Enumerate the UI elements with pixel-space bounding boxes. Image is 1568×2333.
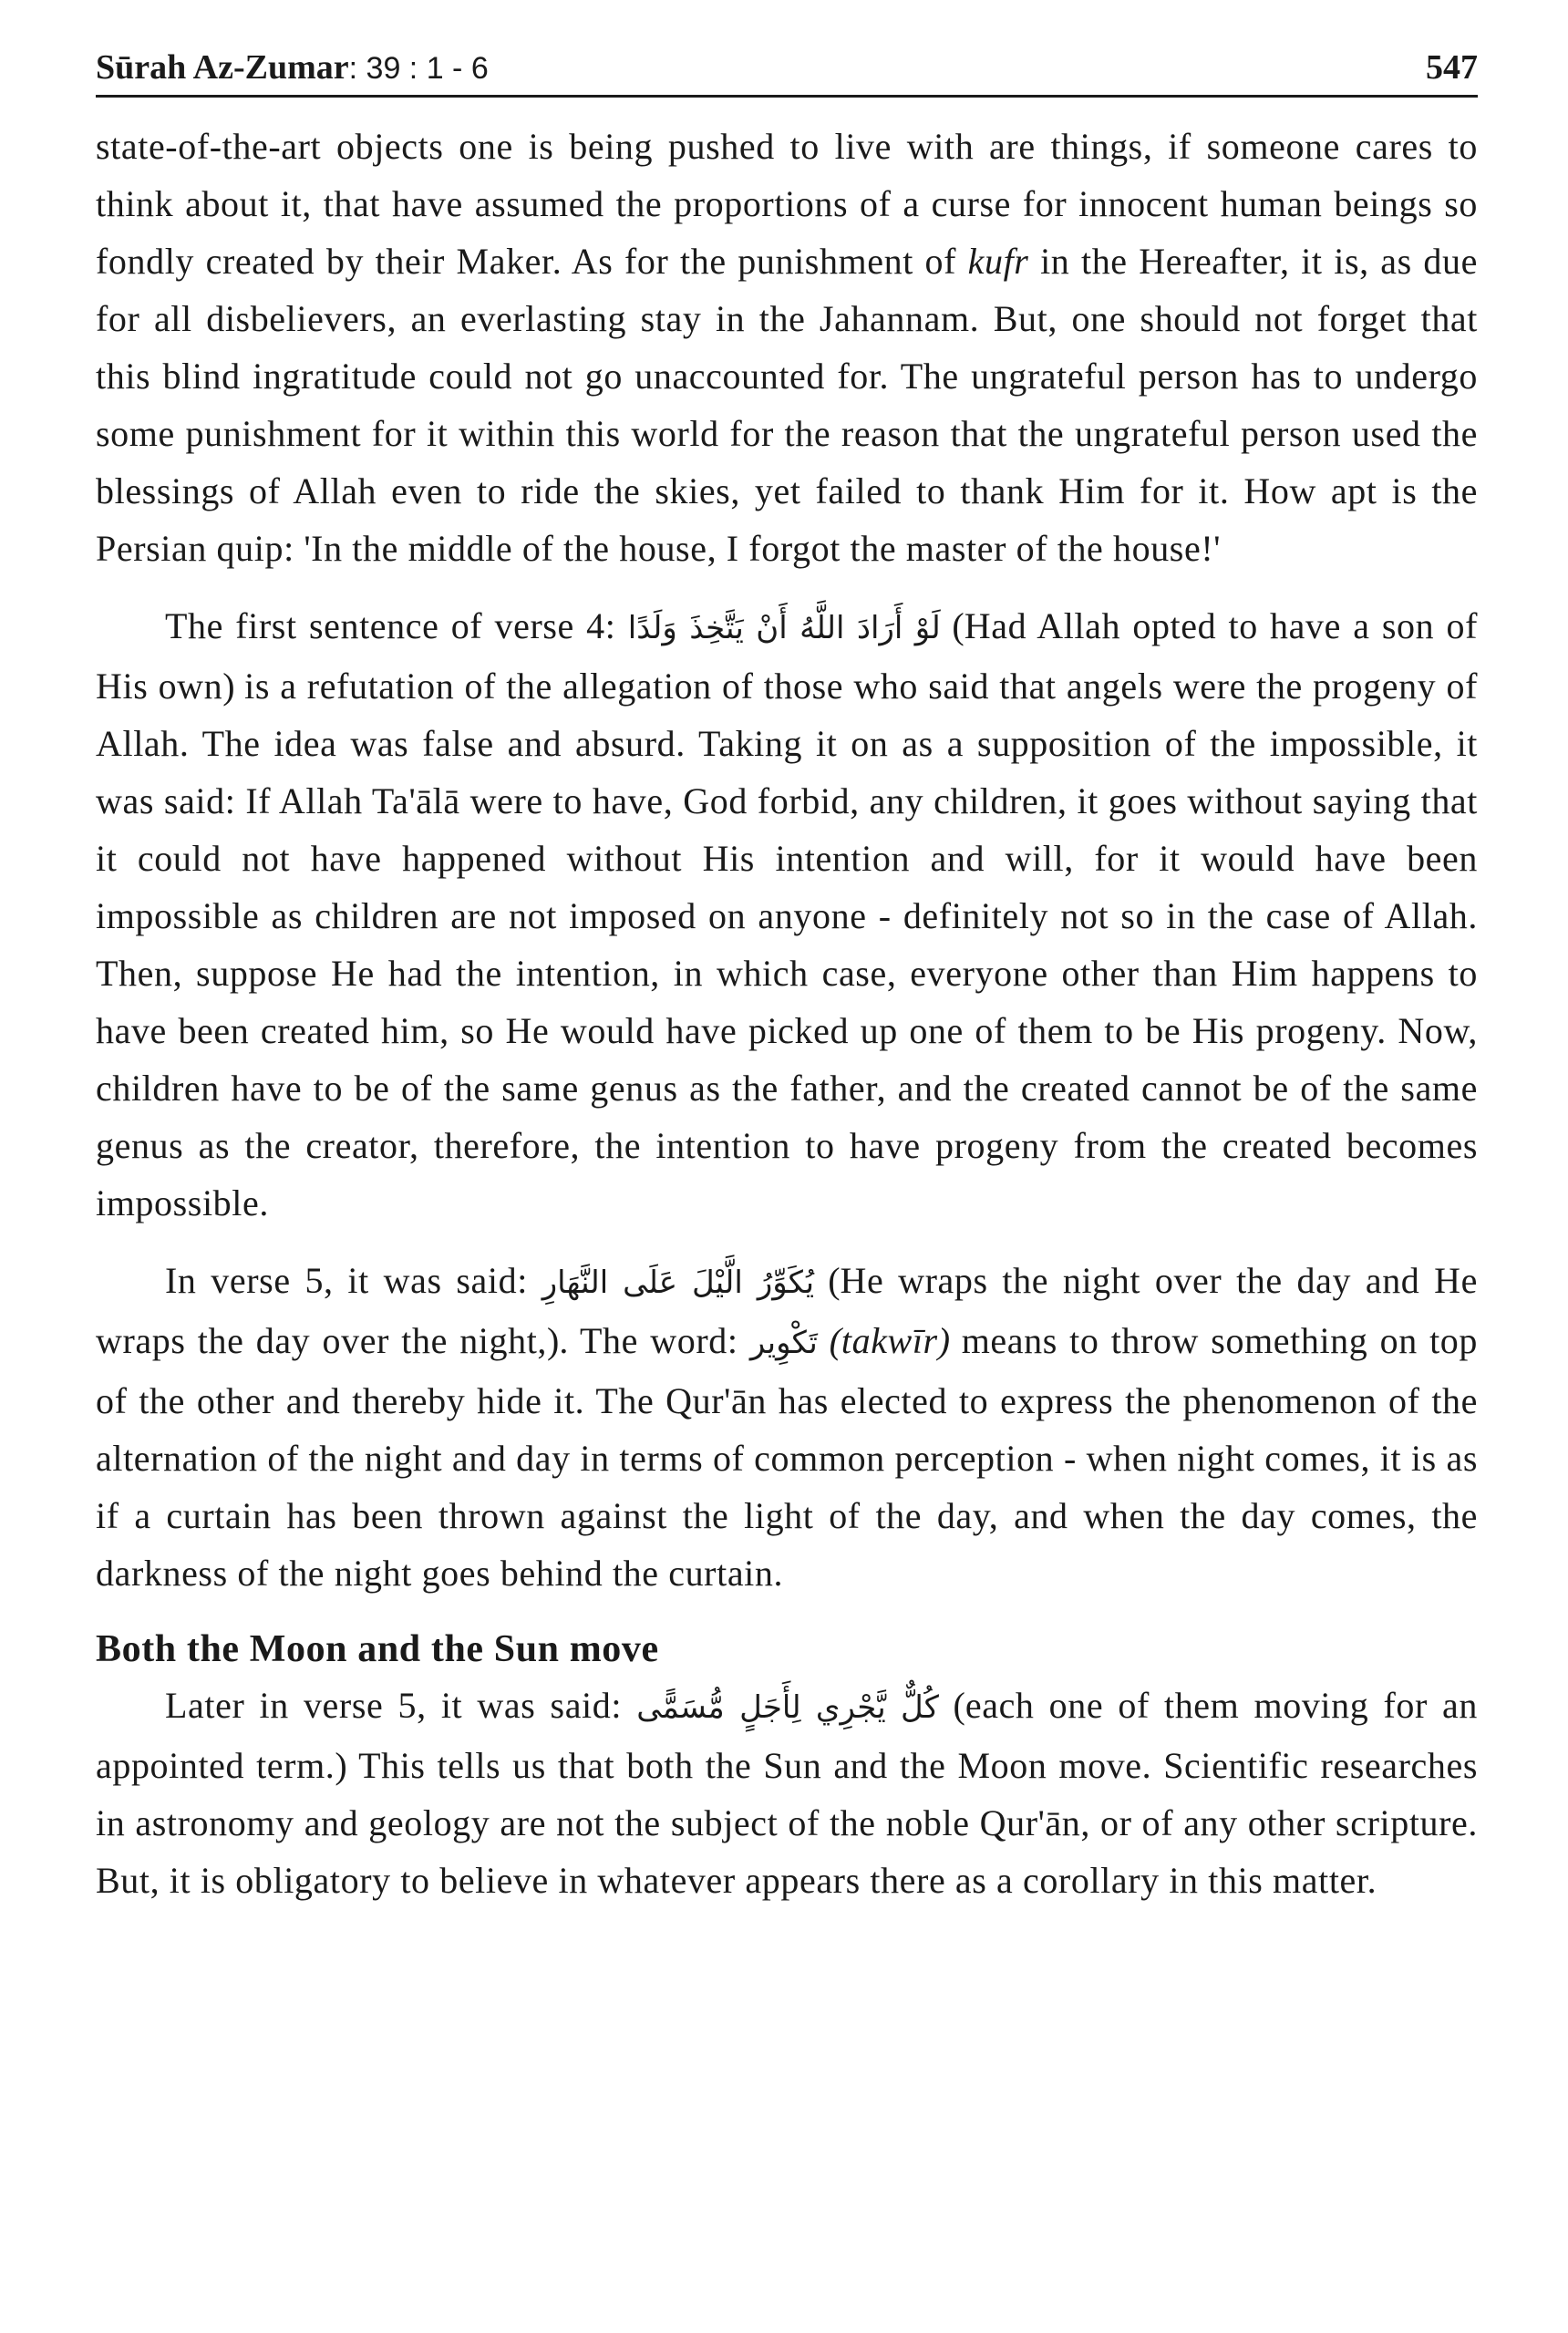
paragraph-1-text-rest: in the Hereafter, it is, as due for all disbelievers, an everlasting stay in the Jahannam. But, one should not forget that this blind ingratitude could not go unaccounted for. The ungrateful person has to undergo some punishment for it within this world for the reason that the ungrateful person used the blessings of Allah even to ride the skies, yet failed to thank Him for it. How apt is the Persian quip: 'In the middle of the house, I forgot the master of the house!': [96, 241, 1478, 569]
paragraph-2-text: (Had Allah opted to have a son of His own) is a refutation of the allegation of those who said that angels were the progeny of Allah. The idea was false and absurd. Taking it on as a supposition of the impossible, it was said: If Allah Ta'ālā were to have, God forbid, any children, it goes without saying that it could not have happened without His intention and will, for it would have been impossible as children are not imposed on anyone - definitely not so in the case of Allah. Then, suppose He had the intention, in which case, everyone other than Him happens to have been created him, so He would have picked up one of them to be His progeny. Now, children have to be of the same genus as the father, and the created cannot be of the same genus as the creator, therefore, the intention to have progeny from the created becomes impossible.: [96, 605, 1478, 1223]
book-page: [96, 47, 1478, 1909]
verse-reference: : 39 : 1 - 6: [348, 51, 489, 86]
arabic-verse-5: يُكَوِّرُ الَّيْلَ عَلَى النَّهَارِ: [542, 1265, 815, 1301]
body-text: [96, 118, 1478, 1909]
paragraph-3-text: means to throw something on top of the other and thereby hide it. The Qur'ān has elected to express the phenomenon of the alternation of the night and day in terms of common perception - when night comes, it is as if a curtain has been thrown against the light of the day, and when the day comes, the darkness of the night goes behind the curtain.: [96, 1320, 1479, 1594]
paragraph-3: [96, 1252, 1478, 1602]
paragraph-3-intro: In verse 5, it was said:: [165, 1260, 542, 1301]
arabic-verse-4: لَوْ أَرَادَ اللَّهُ أَنْ يَتَّخِذَ وَلَدًا: [627, 610, 941, 646]
paragraph-2: [96, 597, 1478, 1232]
arabic-verse-5b: كُلٌّ يَّجْرِي لِأَجَلٍ مُّسَمًّى: [636, 1689, 939, 1726]
running-head: [96, 47, 1478, 98]
paragraph-4-text: (each one of them moving for an appointed term.) This tells us that both the Sun and the Moon move. Scientific researches in astronomy and geology are not the subject of the noble Qur'ān, or of any other scripture. But, it is obligatory to believe in whatever appears there as a corollary in this matter.: [96, 1685, 1479, 1901]
surah-title: Sūrah Az-Zumar: [96, 48, 349, 87]
paragraph-1-text: state-of-the-art objects one is being pushed to live with are things, if someone cares to think about it, that have assumed the proportions of a curse for innocent human beings so fondly created by their Maker. As for the punishment of: [96, 126, 1478, 282]
header-title: [96, 47, 489, 88]
paragraph-4: [96, 1677, 1478, 1909]
arabic-takwir: تَكْوِير: [749, 1325, 818, 1361]
paragraph-2-intro: The first sentence of verse 4:: [165, 605, 628, 646]
paragraph-3-mid: (He wraps the night over the day and He wraps the day over the night,). The word:: [96, 1260, 1478, 1361]
kufr-term: kufr: [967, 241, 1029, 282]
paragraph-4-intro: Later in verse 5, it was said:: [165, 1685, 637, 1726]
section-heading: Both the Moon and the Sun move: [96, 1628, 659, 1670]
paragraph-1: [96, 118, 1478, 577]
takwir-term: (takwīr): [829, 1320, 951, 1361]
page-number: 547: [1426, 48, 1478, 87]
